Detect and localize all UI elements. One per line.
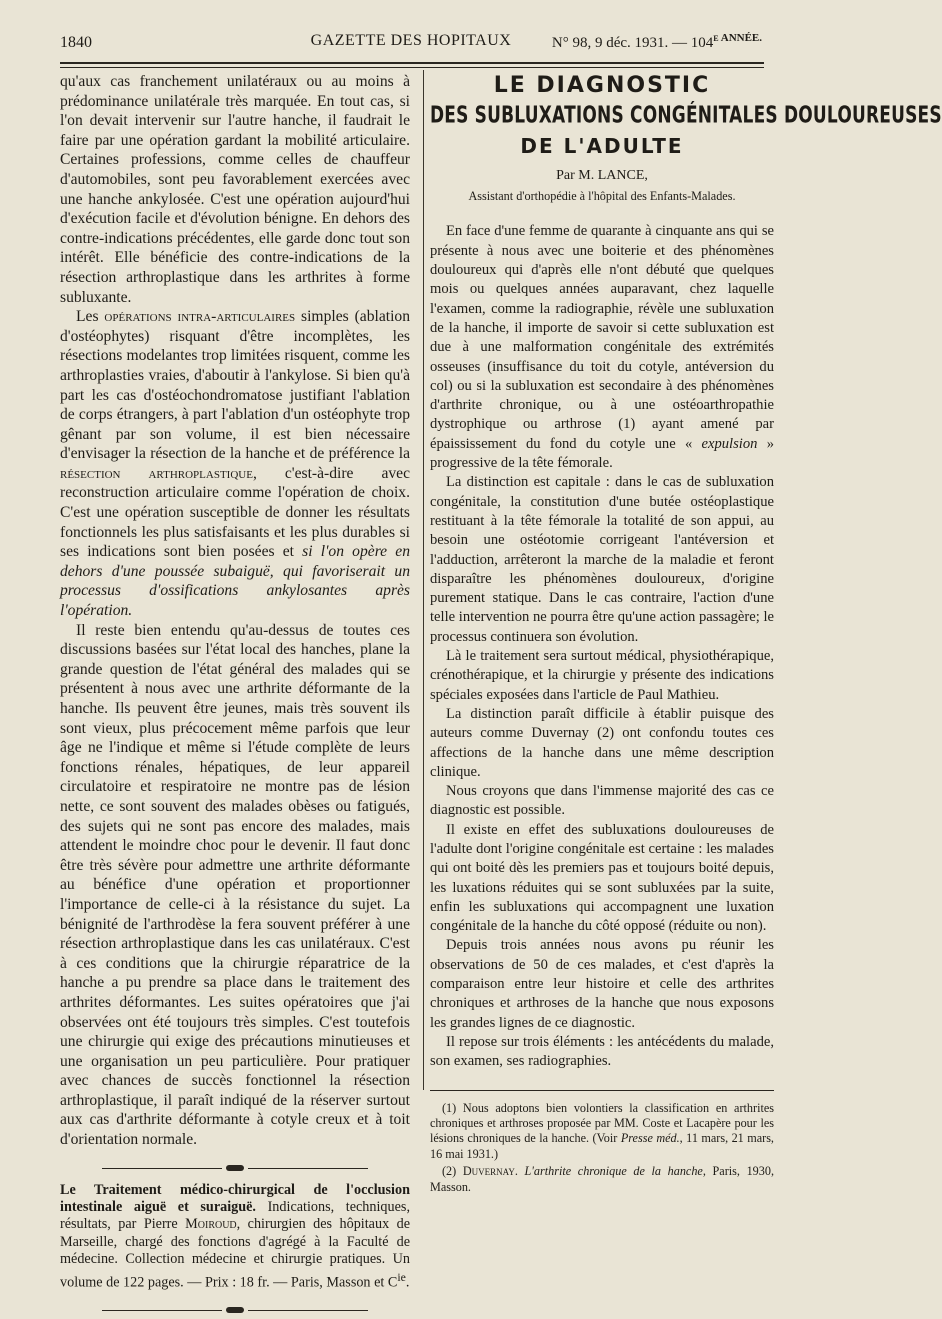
text-run: , c'est-à-dire avec reconstruction articulaire comme l'opération de choix. C'est une opération susceptible de donner les résultats fonctionnels les plus satisfaisants et les plus durables si ses indications sont bien posées et bbox=[60, 464, 410, 561]
text-run: En face d'une femme de quarante à cinquante ans qui se présente à nous avec une boiterie et des phénomènes douloureux qui d'après elle n'ont débuté que quelques mois ou quelques années auparavant, chez laquelle l'examen, comme la radiographie, révèle une subluxation de la hanche, il importe de savoir si cette subluxation est due à une malformation congénitale des extrémités osseuses (insuffisance du toit du cotyle, antéversion du col) ou si la subluxation est secondaire à des phénomènes d'arthrite chronique, ou à une ostéoarthropathie dystrophique ou arthrose (1) ayant amené par épaississement du fond du cotyle une « bbox=[430, 223, 774, 452]
text-run: » progressive de la tête fémorale. bbox=[430, 435, 774, 472]
left-paragraph-3: Il reste bien entendu qu'au-dessus de toutes ces discussions basées sur l'état local des hanches, plane la grande question de l'état général des malades qui se présentent à nous avec une arthrite déformante de la hanche. Ils peuvent être jeunes, mais très souvent ils sont vieux, plus précocement même parfois que leur âge ne l'indique et même si l'étude complète de leurs fonctions rénales, hépatiques, de leur appareil circulatoire et respiratoire ne montre pas de lésion nette, ce sont souvent des malades obèses ou fatigués, des sujets qui ne sont pas encore des malades, mais attendent le moindre choc pour le devenir. Il faut donc être très sévère pour admettre une arthrite déformante au bénéfice d'une opération et proportionner l'importance de celle-ci à la résistance du sujet. La bénignité de l'arthrodèse la fera souvent préférer à une résection arthroplastique dans les cas unilatéraux. C'est à ces conditions que la chirurgie réparatrice de la hanche a pu prendre sa place dans le traitement des arthrites déformantes. Les suites opératoires que j'ai observées ont été toujours très simples. C'est toutefois une chirurgie qui exige des précautions minutieuses et une organisation un peu particulière. Pour pratiquer avec chances de succès fonctionnel la résection arthroplastique, il paraît indiqué de la réserver surtout aux cas d'arthrite déformante à cotyle creux et à toit d'orientation normale. bbox=[60, 621, 410, 1149]
left-column bbox=[60, 72, 410, 1318]
italic-run: Presse méd. bbox=[620, 1131, 680, 1146]
author-affiliation: Assistant d'orthopédie à l'hôpital des Enfants-Malades. bbox=[468, 189, 736, 204]
text-run: simples (ablation d'ostéophytes) risquant d'être incomplètes, les résections modelantes trop limitées risquent, comme les arthroplasties vraies, d'aboutir à l'ankylose. Si bien qu'à part les cas d'ostéochondromatose justifiant l'ablation de corps étrangers, à part l'ablation d'un ostéophyte trop gênant par son volume, il est bien nécessaire d'envisager la résection de la hanche et de préférence la bbox=[60, 308, 411, 463]
right-column bbox=[430, 72, 942, 1197]
footnote-rule bbox=[430, 1090, 774, 1091]
footnote-1 bbox=[430, 1101, 774, 1163]
left-paragraph-1: qu'aux cas franchement unilatéraux ou au moins à prédominance unilatérale très marquée. En tout cas, si l'on devait intervenir sur l'autre hanche, il faudrait le faire par une opération gardant la mobilité articulaire. Certaines professions, comme celles de chauffeur d'automobiles, sont peu favorablement exercées avec une hanche ankylosée. C'est une opération aujourd'hui d'exécution facile et d'évolution bénigne. En dehors des contre-indications précédentes, elle garde donc tout son intérêt. Elle bénéficie des contre-indications de la résection arthroplastique dans les arthrites à forme subluxante. bbox=[60, 73, 410, 306]
book-notice bbox=[60, 1182, 410, 1292]
text-run: Indications, techniques, résultats, par Pierre bbox=[60, 1199, 410, 1233]
article-title-line-3: DE L'ADULTE bbox=[520, 133, 684, 158]
article-paragraph-7: Depuis trois années nous avons pu réunir les observations de 50 de ces malades, et c'est d'après la comparaison entre leur histoire et celle des arthrites chroniques et arthroses de la hanche que nous exposons les grandes lignes de ce diagnostic. bbox=[430, 937, 774, 1031]
article-title-line-1: LE DIAGNOSTIC bbox=[493, 73, 711, 98]
issue-year: e ANNÉE. bbox=[713, 32, 762, 44]
italic-run: si l'on opère en dehors d'une poussée subaiguë, qui favoriserait un processus d'ossifications ankylosantes après l'opération. bbox=[60, 543, 410, 620]
text-run: , Paris, 1930, Masson. bbox=[430, 1164, 775, 1194]
article-paragraph-8: Il repose sur trois éléments : les antécédents du malade, son examen, ses radiographies. bbox=[430, 1033, 774, 1070]
header-rule bbox=[60, 62, 764, 64]
italic-run: expulsion bbox=[701, 435, 758, 452]
issue-info bbox=[552, 32, 762, 52]
running-header bbox=[60, 30, 762, 54]
byline: Par M. LANCE, bbox=[556, 167, 648, 183]
page-number: 1840 bbox=[60, 34, 92, 51]
small-caps-run: résection arthroplastique bbox=[60, 464, 253, 482]
article-paragraph-6: Il existe en effet des subluxations douloureuses de l'adulte dont l'origine congénitale est certaine : les malades qui ont boité dès les premiers pas et toujours boité depuis, les luxations réduites qui se sont subluxées par la suite, enfin les subluxations qui accompagnent une luxation congénitale de la hanche du côté opposé (réduite ou non). bbox=[430, 821, 774, 935]
text-run: (2) bbox=[442, 1164, 463, 1179]
article-paragraph-1 bbox=[430, 222, 774, 473]
article-paragraph-3: Là le traitement sera surtout médical, physiothérapique, crénothérapique, et la chirurgie y présente des indications spéciales exposées dans l'article de Paul Mathieu. bbox=[430, 648, 774, 703]
article-title-line-2: DES SUBLUXATIONS CONGÉNITALES DOULOUREUSES bbox=[430, 102, 942, 130]
section-ornament bbox=[60, 1158, 410, 1168]
book-title: Le Traitement médico-chirurgical de l'occlusion intestinale aiguë et suraiguë. bbox=[60, 1181, 410, 1216]
small-caps-run: Duvernay bbox=[462, 1164, 515, 1179]
left-paragraph-2 bbox=[60, 307, 410, 621]
small-caps-run: opérations intra-articulaires bbox=[104, 308, 296, 326]
column-divider bbox=[423, 70, 424, 1090]
article-paragraph-2: La distinction est capitale : dans le cas de subluxation congénitale, la constitution d'une butée ostéoplastique restituant à la tête fémorale la totalité de son appui, au besoin une ostéotomie corrigeant l'antéversion et l'adduction, arrêteront la marche de la maladie et feront disparaître les phénomènes douloureux, d'origine purement statique. Dans le cas contraire, l'action d'une telle intervention ne pourra être qu'une action passagère; le processus continuera son évolution. bbox=[430, 474, 774, 645]
header-rule-thin bbox=[60, 67, 764, 68]
issue-number: N° 98, 9 déc. 1931. — 104 bbox=[551, 35, 714, 51]
italic-run: L'arthrite chronique de la hanche bbox=[524, 1164, 703, 1179]
footnote-2 bbox=[430, 1164, 774, 1195]
article-paragraph-4: La distinction paraît difficile à établir puisque des auteurs comme Duvernay (2) ont confondu toutes ces affections de la hanche dans une même description clinique. bbox=[430, 705, 774, 780]
text-run: , chirurgien des hôpitaux de Marseille, chargé des fonctions d'agrégé à la Faculté de médecine. Collection médecine et chirurgie pratiques. Un volume de 122 pages. — Prix : 18 fr. — Paris, Masson et C bbox=[60, 1216, 410, 1291]
text-run: Les bbox=[76, 308, 105, 326]
text-run: , 11 mars, 21 mars, 16 mai 1931.) bbox=[430, 1131, 774, 1161]
journal-title: GAZETTE DES HOPITAUX bbox=[310, 32, 512, 49]
article-paragraph-5: Nous croyons que dans l'immense majorité des cas ce diagnostic est possible. bbox=[430, 783, 774, 819]
text-run: . bbox=[514, 1164, 525, 1179]
superscript: ie bbox=[397, 1269, 406, 1284]
text-run: (1) Nous adoptons bien volontiers la classification en arthrites chroniques et arthroses proposée par MM. Coste et Lacapère pour les lésions chroniques de la hanche. (Voir bbox=[430, 1100, 774, 1146]
text-run: . bbox=[405, 1274, 410, 1291]
section-ornament bbox=[60, 1300, 410, 1310]
small-caps-run: Moiroud bbox=[185, 1216, 237, 1233]
